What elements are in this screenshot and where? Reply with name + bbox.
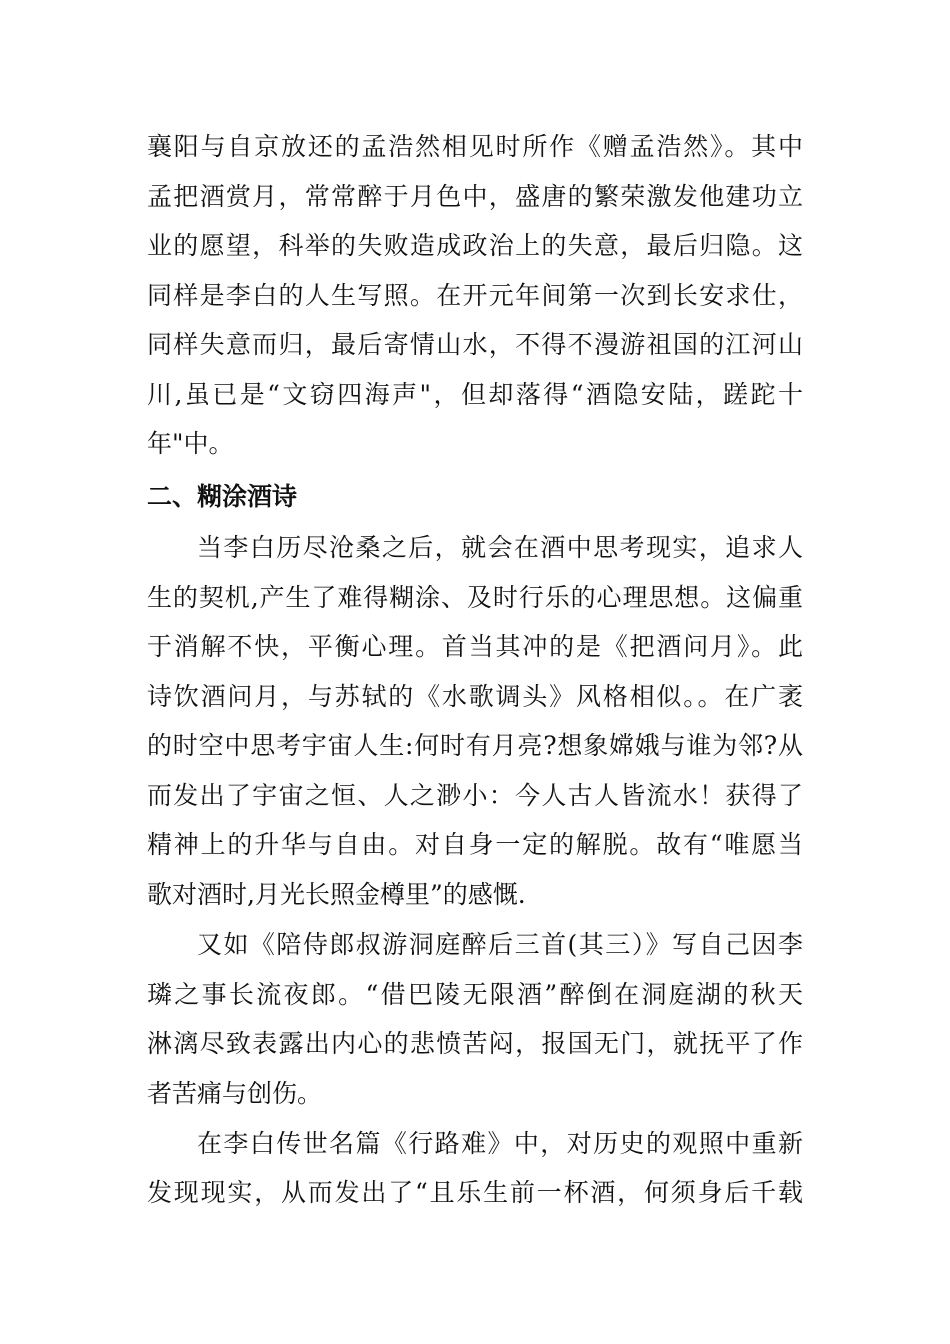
paragraph-line: 孟把酒赏月，常常醉于月色中，盛唐的繁荣激发他建功立 <box>147 182 803 211</box>
paragraph-line: 当李白历尽沧桑之后，就会在酒中思考现实，追求人 <box>197 533 803 562</box>
paragraph-line: 而发出了宇宙之恒、人之渺小：今人古人皆流水！获得了 <box>147 781 803 810</box>
section-heading: 二、糊涂酒诗 <box>147 482 298 511</box>
paragraph-line: 歌对酒时,月光长照金樽里”的感慨. <box>147 880 526 909</box>
paragraph-line: 发现现实，从而发出了“且乐生前一杯酒，何须身后千载 <box>147 1178 803 1207</box>
paragraph-line: 襄阳与自京放还的孟浩然相见时所作《赠孟浩然》。其中 <box>147 132 803 161</box>
paragraph-line: 的时空中思考宇宙人生:何时有月亮?想象嫦娥与谁为邻?从 <box>147 731 803 760</box>
paragraph-line: 川,虽已是“文窃四海声"，但却落得“酒隐安陆，蹉跎十 <box>147 380 803 409</box>
paragraph-line: 同样失意而归，最后寄情山水，不得不漫游祖国的江河山 <box>147 330 803 359</box>
paragraph-line: 年"中。 <box>147 429 234 458</box>
paragraph-line: 者苦痛与创伤。 <box>147 1079 323 1108</box>
paragraph-line: 精神上的升华与自由。对自身一定的解脱。故有“唯愿当 <box>147 830 803 859</box>
paragraph-line: 诗饮酒问月，与苏轼的《水歌调头》风格相似。。在广袤 <box>147 682 803 711</box>
paragraph-line: 同样是李白的人生写照。在开元年间第一次到长安求仕， <box>147 281 803 310</box>
paragraph-line: 生的契机,产生了难得糊涂、及时行乐的心理思想。这偏重 <box>147 583 803 612</box>
paragraph-line: 于消解不快，平衡心理。首当其冲的是《把酒问月》。此 <box>147 632 803 661</box>
paragraph-line: 业的愿望，科举的失败造成政治上的失意，最后归隐。这 <box>147 231 803 260</box>
paragraph-line: 在李白传世名篇《行路难》中，对历史的观照中重新 <box>197 1129 803 1158</box>
paragraph-line: 淋漓尽致表露出内心的悲愤苦闷，报国无门，就抚平了作 <box>147 1029 803 1058</box>
paragraph-line: 璘之事长流夜郎。“借巴陵无限酒”醉倒在洞庭湖的秋天 <box>147 980 803 1009</box>
paragraph-line: 又如《陪侍郎叔游洞庭醉后三首(其三）》写自己因李 <box>197 930 803 959</box>
